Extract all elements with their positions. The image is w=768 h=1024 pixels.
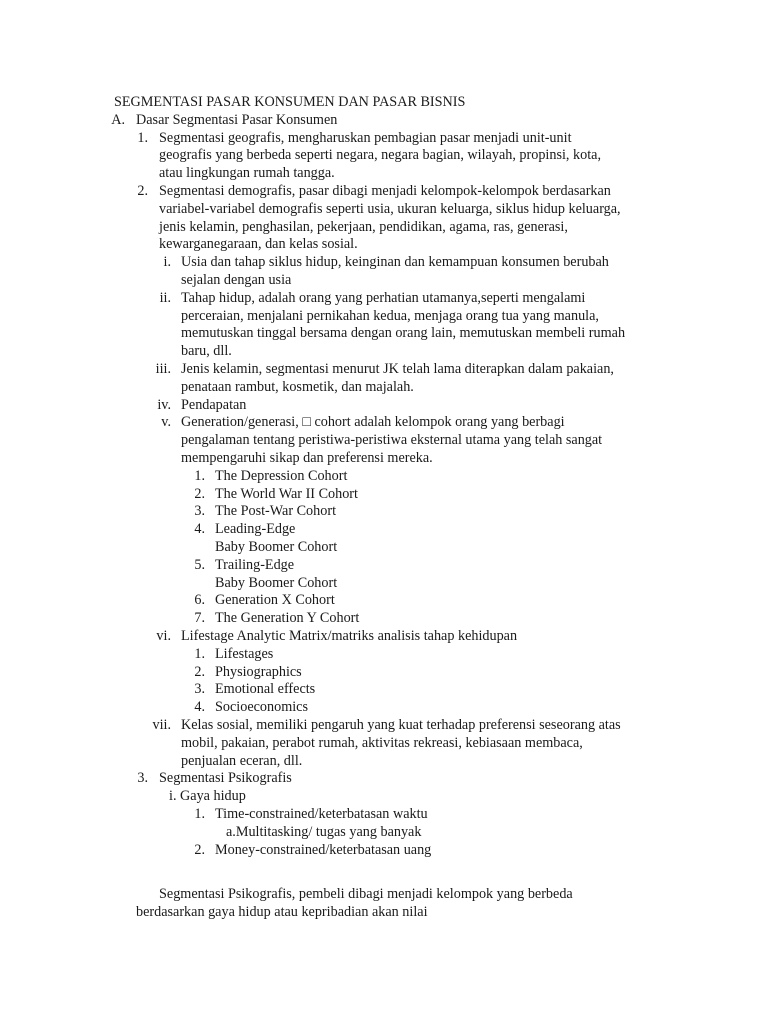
section-heading: Dasar Segmentasi Pasar Konsumen [136,111,338,128]
nested-marker: 1. [194,645,205,662]
roman-marker: i. [163,254,171,271]
nested-marker: 1. [194,467,205,484]
nested-item: The Generation Y Cohort [215,610,360,627]
nested-item: Emotional effects [215,681,316,698]
roman-marker: vii. [152,717,171,733]
subitem-line: Jenis kelamin, segmentasi menurut JK telah lama diterapkan dalam pakaian, [181,361,614,377]
nested-item: The Depression Cohort [215,467,348,484]
nested-marker: 1. [194,806,205,822]
roman-marker: vi. [156,628,171,644]
nested-marker: 2. [194,841,205,858]
subitem-line: Kelas sosial, memiliki pengaruh yang kuat terhadap preferensi seseorang atas [181,717,621,733]
list-item-line: geografis yang berbeda seperti negara, negara bagian, wilayah, propinsi, kota, [159,147,602,164]
nested-marker: 5. [194,556,205,573]
subitem-line: Tahap hidup, adalah orang yang perhatian utamanya,seperti mengalami [181,289,586,306]
subitem-line: perceraian, menjalani pernikahan kedua, menjaga orang tua yang manula, [181,307,599,324]
list-item-line: variabel-variabel demografis seperti usia, ukuran keluarga, siklus hidup keluarga, [159,200,621,217]
list-marker: 2. [137,183,148,199]
nested-item: Baby Boomer Cohort [215,574,338,591]
list-item-line: Segmentasi demografis, pasar dibagi menjadi kelompok-kelompok berdasarkan [159,183,611,199]
nested-marker: 6. [194,592,205,609]
list-item-line: Segmentasi Psikografis [159,770,292,787]
subitem-line: baru, dll. [181,343,232,360]
gaya-hidup-label: i. Gaya hidup [169,788,246,805]
nested-item: The Post-War Cohort [215,503,337,520]
list-item-line: Segmentasi geografis, mengharuskan pembagian pasar menjadi unit-unit [159,129,572,146]
document-title: SEGMENTASI PASAR KONSUMEN DAN PASAR BISNIS [114,94,466,110]
roman-marker: iv. [157,396,171,413]
nested-marker: 2. [194,663,205,680]
subitem-line: Generation/generasi, □ cohort adalah kelompok orang yang berbagi [181,414,565,431]
nested-subitem: a.Multitasking/ tugas yang banyak [226,823,422,840]
nested-marker: 4. [194,699,205,716]
subitem-line: penjualan eceran, dll. [181,752,303,769]
nested-item: Socioeconomics [215,699,308,716]
list-marker: 1. [137,129,148,146]
list-item-line: jenis kelamin, penghasilan, pekerjaan, pendidikan, agama, ras, generasi, [159,218,568,235]
section-marker: A. [111,111,125,128]
subitem-line: sejalan dengan usia [181,272,292,288]
nested-marker: 2. [194,485,205,502]
nested-item: The World War II Cohort [215,485,358,502]
nested-marker: 4. [194,521,205,538]
nested-item: Leading-Edge [215,521,296,538]
nested-marker: 3. [194,503,205,520]
list-item-line: kewarganegaraan, dan kelas sosial. [159,236,358,253]
subitem-line: Pendapatan [181,396,247,413]
nested-item: Money-constrained/keterbatasan uang [215,841,432,858]
subitem-line: Lifestage Analytic Matrix/matriks analisis tahap kehidupan [181,628,518,644]
nested-item: Lifestages [215,645,274,662]
nested-marker: 7. [194,610,205,627]
roman-marker: iii. [155,361,171,377]
closing-paragraph-line: berdasarkan gaya hidup atau kepribadian akan nilai [136,904,428,921]
roman-marker: ii. [159,289,171,306]
nested-marker: 3. [194,681,205,698]
subitem-line: pengalaman tentang peristiwa-peristiwa eksternal utama yang telah sangat [181,432,603,449]
closing-paragraph-line: Segmentasi Psikografis, pembeli dibagi menjadi kelompok yang berbeda [159,886,573,903]
subitem-line: penataan rambut, kosmetik, dan majalah. [181,378,414,395]
subitem-line: Usia dan tahap siklus hidup, keinginan dan kemampuan konsumen berubah [181,254,609,271]
nested-item: Time-constrained/keterbatasan waktu [215,806,428,822]
list-marker: 3. [137,770,148,787]
nested-item: Physiographics [215,663,302,680]
roman-marker: v. [161,414,171,431]
subitem-line: mobil, pakaian, perabot rumah, aktivitas rekreasi, kebiasaan membaca, [181,734,583,751]
nested-item: Generation X Cohort [215,592,335,609]
nested-item: Baby Boomer Cohort [215,539,338,555]
nested-item: Trailing-Edge [215,556,295,573]
list-item-line: atau lingkungan rumah tangga. [159,165,335,182]
subitem-line: mempengaruhi sikap dan preferensi mereka. [181,450,433,466]
subitem-line: memutuskan tinggal bersama dengan orang lain, memutuskan membeli rumah [181,325,626,342]
